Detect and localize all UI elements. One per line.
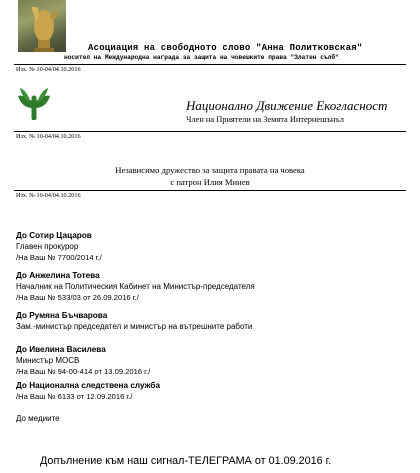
addressee-1-title: Главен прокурор — [16, 242, 79, 251]
org2-name: Национално Движение Екогласност — [186, 98, 388, 113]
org1-subtitle: носител на Международна награда за защита на човешките права "Златен сълб" — [64, 54, 339, 61]
award-statue-photo — [18, 0, 66, 52]
addressee-4-ref: /На Ваш № 94-00-414 от 13.09.2016 г./ — [16, 367, 151, 376]
divider-1 — [14, 64, 406, 65]
addressee-4-name: До Ивелина Василева — [16, 345, 106, 354]
org3-patron: с патрон Илия Минев — [170, 177, 250, 187]
divider-2 — [14, 131, 406, 132]
addressee-2-name: До Анжелина Тотева — [16, 271, 100, 280]
addressee-3-title: Зам.-министър председател и министър на вътрешните работи — [16, 322, 253, 331]
addressee-2-ref: /На Ваш № 533/03 от 26.09.2016 г./ — [16, 293, 139, 302]
document-subject: Допълнение към наш сигнал-ТЕЛЕГРАМА от 01.09.2016 г. — [40, 455, 332, 467]
addressee-1-ref: /На Ваш № 7700/2014 г./ — [16, 253, 102, 262]
divider-3 — [14, 190, 406, 191]
org1-ref: Изх. № 10-04/04.10.2016 — [16, 66, 81, 73]
addressee-1-name: До Сотир Цацаров — [16, 231, 92, 240]
addressee-4-title: Министър МОСВ — [16, 356, 80, 365]
org3-name: Независимо дружество за защита правата на човека — [115, 165, 305, 175]
addressee-5-name: До Национална следствена служба — [16, 381, 161, 390]
ekoglasnost-leaf-logo — [16, 86, 52, 120]
org1-name: Асоциация на свободното слово "Анна Политковская" — [88, 43, 363, 53]
addressee-5-ref: /На Ваш № 6133 от 12.09.2016 г./ — [16, 392, 133, 401]
org2-ref: Изх. № 10-04/04.10.2016 — [16, 133, 81, 140]
addressee-3-name: До Румяна Бъчварова — [16, 311, 108, 320]
media-addressee: До медиите — [16, 414, 60, 423]
org2-subtitle: Член на Приятели на Земята Интернешънъл — [186, 115, 344, 124]
addressee-2-title: Началник на Политическия Кабинет на Министър-председателя — [16, 282, 255, 291]
org3-ref: Изх. № 10-04/04.10.2016 — [16, 192, 81, 199]
